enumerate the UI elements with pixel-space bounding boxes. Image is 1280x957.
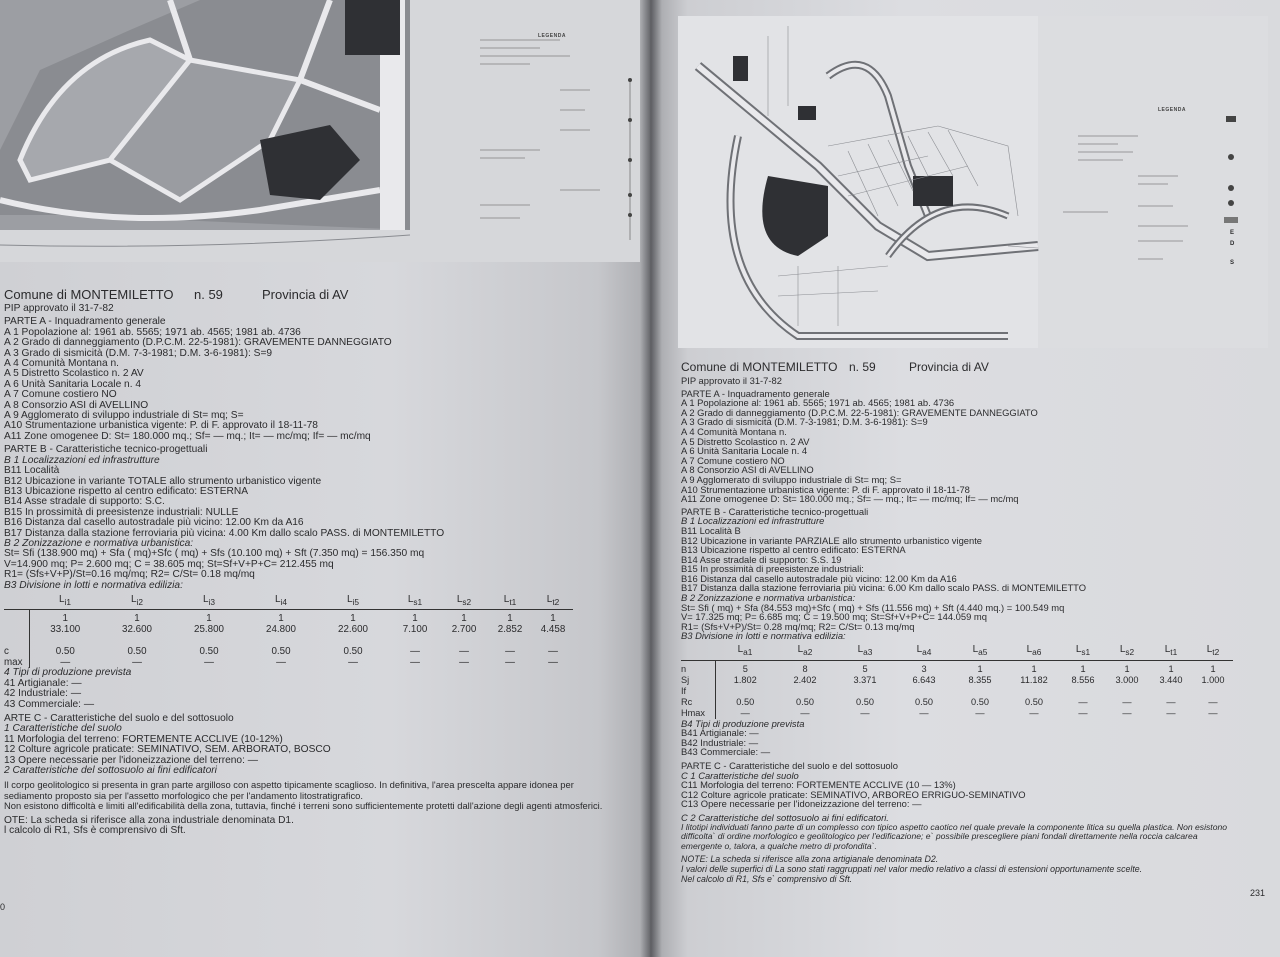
- right-a9: A 9 Agglomerato di sviluppo industriale di St= mq; S=: [681, 473, 902, 485]
- right-b43: B43 Commerciale: —: [681, 746, 771, 758]
- right-a10: A10 Strumentazione urbanistica vigente: P. di F. approvato il 18-11-78: [681, 483, 970, 495]
- right-a5: A 5 Distretto Scolastico n. 2 AV: [681, 435, 810, 447]
- left-sheet: [4, 287, 602, 836]
- left-c12: 12 Colture agricole praticate: SEMINATIVO, SEM. ARBORATO, BOSCO: [4, 744, 331, 756]
- left-a7: A 7 Comune costiero NO: [4, 389, 117, 401]
- left-a2: A 2 Grado di danneggiamento (D.P.C.M. 22-5-1981): GRAVEMENTE DANNEGGIATO: [4, 337, 392, 349]
- left-b2-title: B 2 Zonizzazione e normativa urbanistica:: [4, 537, 194, 549]
- left-partc-title: ARTE C - Caratteristiche del suolo e del sottosuolo: [4, 713, 234, 724]
- left-parta-title: PARTE A - Inquadramento generale: [4, 316, 166, 328]
- left-approval: PIP approvato il 31-7-82: [4, 303, 114, 314]
- right-a2: A 2 Grado di danneggiamento (D.P.C.M. 22-5-1981): GRAVEMENTE DANNEGGIATO: [681, 406, 1038, 418]
- right-lots-table: [681, 644, 1233, 719]
- legend-letter: E: [1230, 230, 1235, 236]
- right-province: Provincia di AV: [909, 360, 989, 374]
- right-b2-title: B 2 Zonizzazione e normativa urbanistica:: [681, 592, 856, 604]
- right-a6: A 6 Unità Sanitaria Locale n. 4: [681, 445, 808, 457]
- left-lot-header: $L_{s2}$: [456, 593, 472, 607]
- right-a4: A 4 Comunità Montana n.: [681, 425, 787, 437]
- left-a4: A 4 Comunità Montana n.: [4, 358, 119, 370]
- right-b1-title: B 1 Localizzazioni ed infrastrutture: [681, 515, 825, 527]
- left-a6: A 6 Unità Sanitaria Locale n. 4: [4, 378, 142, 390]
- right-site-plan-drawing: [678, 16, 1268, 348]
- right-lot-header: $L_{t1}$: [1164, 644, 1178, 658]
- right-lot-header: $L_{s2}$: [1119, 644, 1135, 658]
- left-a5: A 5 Distretto Scolastico n. 2 AV: [4, 368, 144, 380]
- right-b11: B11 Località B: [681, 524, 741, 536]
- left-b43: 43 Commerciale: —: [4, 698, 95, 710]
- right-lot-header: $L_{a2}$: [797, 644, 813, 658]
- left-legend: [538, 24, 566, 42]
- right-a7: A 7 Comune costiero NO: [681, 454, 785, 466]
- right-c2: C 2 Caratteristiche del sottosuolo ai fini edificatori.: [681, 811, 889, 823]
- right-site-plan: [678, 16, 1268, 348]
- left-legend-title: LEGENDA: [538, 33, 566, 39]
- legend-letter: D: [1230, 241, 1235, 247]
- right-b2-line1: St= Sfi ( mq) + Sfa (84.553 mq)+Sfc ( mq) + Sfs (11.556 mq) + Sft (4.440 mq.) = 100.549 mq: [681, 601, 1065, 613]
- left-b4-title: 4 Tipi di produzione prevista: [4, 667, 132, 679]
- right-lot-header: $L_{s1}$: [1075, 644, 1091, 658]
- left-c1: 1 Caratteristiche del suolo: [4, 723, 122, 735]
- right-b4-title: B4 Tipi di produzione prevista: [681, 717, 805, 729]
- left-para-2: sediamento proposto sia per l'assetto morfologico che per l'andamento litostratigrafico.: [4, 789, 363, 801]
- left-b42: 42 Industriale: —: [4, 688, 82, 700]
- left-heading: [4, 287, 602, 302]
- table-row: Hmax — — — — — — — — — —: [681, 707, 1218, 718]
- left-a8: A 8 Consorzio ASI di AVELLINO: [4, 399, 149, 411]
- right-c11: C11 Morfologia del terreno: FORTEMENTE ACCLIVE (10 — 13%): [681, 779, 956, 791]
- left-lot-header: $L_{i4}$: [274, 593, 288, 607]
- right-sheet: [681, 361, 1233, 884]
- right-c1: C 1 Caratteristiche del suolo: [681, 769, 799, 781]
- right-note-2: I valori delle superfici di La sono stati raggruppati nel valor medio relativo a classi di estensioni opportunamente scelte.: [681, 863, 1143, 874]
- left-a10: A10 Strumentazione urbanistica vigente: P. di F. approvato il 18-11-78: [4, 420, 318, 432]
- right-partb-title: PARTE B - Caratteristiche tecnico-progettuali: [681, 505, 869, 517]
- right-b14: B14 Asse stradale di supporto: S.S. 19: [681, 553, 842, 565]
- right-c2-para-2: difficolta` di ordine morfologico e geolitologico per l'edificazione; e` possibile prescegliere piani fondali direttamente nella roccia calcarea: [681, 831, 1198, 842]
- left-b41: 41 Artigianale: —: [4, 677, 82, 689]
- left-page-number: 0: [0, 902, 6, 912]
- left-lot-header: $L_{i3}$: [202, 593, 216, 607]
- left-site-plan: [0, 0, 640, 262]
- left-b17: B17 Distanza dalla stazione ferroviaria più vicina: 4.00 Km dallo scalo PASS. di MONTEMILETTO: [4, 527, 445, 539]
- left-a9: A 9 Agglomerato di sviluppo industriale di St= mq; S=: [4, 410, 244, 422]
- table-row: max — — — — — — — — —: [4, 657, 558, 669]
- right-a8: A 8 Consorzio ASI di AVELLINO: [681, 464, 814, 476]
- table-row: Sj 1.802 2.402 3.371 6.643 8.355 11.182 8.556 3.000 3.440 1.000: [681, 674, 1225, 685]
- right-parta-title: PARTE A - Inquadramento generale: [681, 387, 830, 399]
- right-legend-letters: [1230, 228, 1234, 269]
- left-a1: A 1 Popolazione al: 1961 ab. 5565; 1971 ab. 4565; 1981 ab. 4736: [4, 326, 301, 338]
- right-b3-title: B3 Divisione in lotti e normativa edilizia:: [681, 630, 846, 642]
- right-lot-header: $L_{a1}$: [737, 644, 753, 658]
- right-b17: B17 Distanza dalla stazione ferroviaria più vicina: 6.00 Km dallo scalo PASS. di MONTEMILETTO: [681, 582, 1087, 594]
- right-sheet-number: n. 59: [849, 360, 876, 374]
- right-c13: C13 Opere necessarie per l'idoneizzazione del terreno: —: [681, 798, 922, 810]
- left-lot-header: $L_{i5}$: [346, 593, 360, 607]
- right-b16: B16 Distanza dal casello autostradale più vicino: 12.00 Km da A16: [681, 572, 957, 584]
- legend-letter: S: [1230, 260, 1235, 266]
- right-lot-header: $L_{a6}$: [1026, 644, 1042, 658]
- book-gutter: [640, 0, 662, 957]
- right-partc-title: PARTE C - Caratteristiche del suolo e del sottosuolo: [681, 760, 898, 771]
- left-para-1: Il corpo geolitologico si presenta in gran parte argilloso con aspetto tipicamente scaglioso. In definitiva, l'area prescelta appare idonea per: [4, 779, 574, 791]
- right-b2-line2: V= 17.325 mq; P= 6.685 mq; C = 19.500 mq; St=Sf+V+P+C= 144.059 mq: [681, 611, 987, 623]
- left-b16: B16 Distanza dal casello autostradale più vicino: 12.00 Km da A16: [4, 517, 304, 529]
- right-b15: B15 In prossimità di preesistenze industriali:: [681, 563, 864, 575]
- left-lots-header: [4, 594, 573, 610]
- left-lot-header: $L_{t2}$: [546, 593, 560, 607]
- right-c2-para-3: emergente o, talora, a qualche metro di profondita`.: [681, 840, 877, 851]
- left-b2-line1: St= Sfi (138.900 mq) + Sfa ( mq)+Sfc ( mq) + Sfs (10.100 mq) + Sft (7.350 mq) = 156.350 mq: [4, 548, 425, 560]
- left-province: Provincia di AV: [262, 287, 349, 302]
- right-legend: [1158, 98, 1186, 116]
- table-row: [4, 635, 573, 646]
- left-sheet-number: n. 59: [194, 287, 223, 302]
- left-a11: A11 Zone omogenee D: St= 180.000 mq.; Sf= — mq.; It= — mc/mq; If= — mc/mq: [4, 430, 371, 442]
- right-comune-title: Comune di MONTEMILETTO: [681, 360, 838, 374]
- left-note-2: l calcolo di R1, Sfs è comprensivo di Sft.: [4, 825, 186, 837]
- table-row: 33.100 32.600 25.800 24.800 22.600 7.100 2.700 2.852 4.458: [4, 624, 573, 635]
- left-b2-line3: R1= (Sfs+V+P)/St=0.16 mq/mq; R2= C/St= 0.18 mq/mq: [4, 569, 255, 581]
- left-comune-title: Comune di MONTEMILETTO: [4, 287, 174, 302]
- table-row: c 0.50 0.50 0.50 0.50 0.50 — — — —: [4, 646, 558, 658]
- right-lot-header: $L_{t2}$: [1206, 644, 1220, 658]
- right-c2-para-1: I litotipi individuati fanno parte di un complesso con tipico aspetto caotico nel quale prevale la componente litica su quella plastica. Non esistono: [681, 821, 1228, 832]
- right-c12: C12 Colture agricole praticate: SEMINATIVO, ARBOREO ERRIGUO-SEMINATIVO: [681, 788, 1026, 800]
- left-lot-header: $L_{s1}$: [407, 593, 423, 607]
- left-b13: B13 Ubicazione rispetto al centro edificato: ESTERNA: [4, 485, 249, 497]
- right-note-3: Nel calcolo di R1, Sfs e` comprensivo di Sft.: [681, 873, 853, 884]
- left-b2-line2: V=14.900 mq; P= 2.600 mq; C = 38.605 mq; St=Sf+V+P+C= 212.455 mq: [4, 558, 334, 570]
- right-b13: B13 Ubicazione rispetto al centro edificato: ESTERNA: [681, 544, 906, 556]
- table-row: Rc 0.50 0.50 0.50 0.50 0.50 0.50 — — — —: [681, 696, 1218, 707]
- table-row: 1 1 1 1 1 1 1 1 1: [4, 610, 573, 625]
- right-page: [650, 0, 1280, 957]
- table-row: If: [681, 686, 1233, 697]
- right-page-number: 231: [1250, 888, 1266, 898]
- table-row: n 5 8 5 3 1 1 1 1 1 1: [681, 660, 1233, 675]
- right-b2-line3: R1= (Sfs+V+P)/St= 0.28 mq/mq; R2= C/St= 0.13 mq/mq: [681, 620, 915, 632]
- right-a11: A11 Zone omogenee D: St= 180.000 mq.; Sf= — mq.; It= — mc/mq; If= — mc/mq: [681, 493, 1019, 505]
- left-b1-title: B 1 Localizzazioni ed infrastrutture: [4, 454, 160, 466]
- left-lots-table: [4, 594, 573, 668]
- left-note-1: OTE: La scheda si riferisce alla zona industriale denominata D1.: [4, 814, 294, 826]
- right-lot-header: $L_{a4}$: [916, 644, 932, 658]
- left-c2: 2 Caratteristiche del sottosuolo ai fini edificatori: [4, 765, 217, 777]
- right-lots-header: [681, 644, 1233, 660]
- left-lot-header: $L_{i2}$: [130, 593, 144, 607]
- left-b12: B12 Ubicazione in variante TOTALE allo strumento urbanistico vigente: [4, 475, 322, 487]
- right-a1: A 1 Popolazione al: 1961 ab. 5565; 1971 ab. 4565; 1981 ab. 4736: [681, 397, 955, 409]
- right-lot-header: $L_{a3}$: [857, 644, 873, 658]
- right-lot-header: $L_{a5}$: [972, 644, 988, 658]
- right-b12: B12 Ubicazione in variante PARZIALE allo strumento urbanistico vigente: [681, 534, 983, 546]
- right-note-1: NOTE: La scheda si riferisce alla zona artigianale denominata D2.: [681, 854, 939, 865]
- left-b11: B11 Località: [4, 465, 60, 477]
- left-lot-header: $L_{i1}$: [58, 593, 72, 607]
- left-b14: B14 Asse stradale di supporto: S.C.: [4, 496, 165, 508]
- left-para-3: Non esistono difficoltà e limiti all'edificabilità della zona, tuttavia, finché i terreni sono sufficientemente protetti dall'azione degli agenti atmosferici.: [4, 800, 603, 812]
- right-heading: [681, 361, 1233, 374]
- right-legend-title: LEGENDA: [1158, 107, 1186, 113]
- left-a3: A 3 Grado di sismicità (D.M. 7-3-1981; D.M. 3-6-1981): S=9: [4, 347, 273, 359]
- left-c11: 11 Morfologia del terreno: FORTEMENTE ACCLIVE (10-12%): [4, 733, 283, 745]
- right-b42: B42 Industriale: —: [681, 736, 759, 748]
- right-approval: PIP approvato il 31-7-82: [681, 375, 782, 386]
- left-c13: 13 Opere necessarie per l'idoneizzazione del terreno: —: [4, 754, 258, 766]
- left-b15: B15 In prossimità di preesistenze industriali: NULLE: [4, 506, 239, 518]
- left-lot-header: $L_{t1}$: [503, 593, 517, 607]
- right-a3: A 3 Grado di sismicità (D.M. 7-3-1981; D.M. 3-6-1981): S=9: [681, 416, 928, 428]
- left-partb-title: PARTE B - Caratteristiche tecnico-progettuali: [4, 444, 208, 456]
- right-b41: B41 Artigianale: —: [681, 727, 759, 739]
- left-b3-title: B3 Divisione in lotti e normativa edilizia:: [4, 579, 183, 591]
